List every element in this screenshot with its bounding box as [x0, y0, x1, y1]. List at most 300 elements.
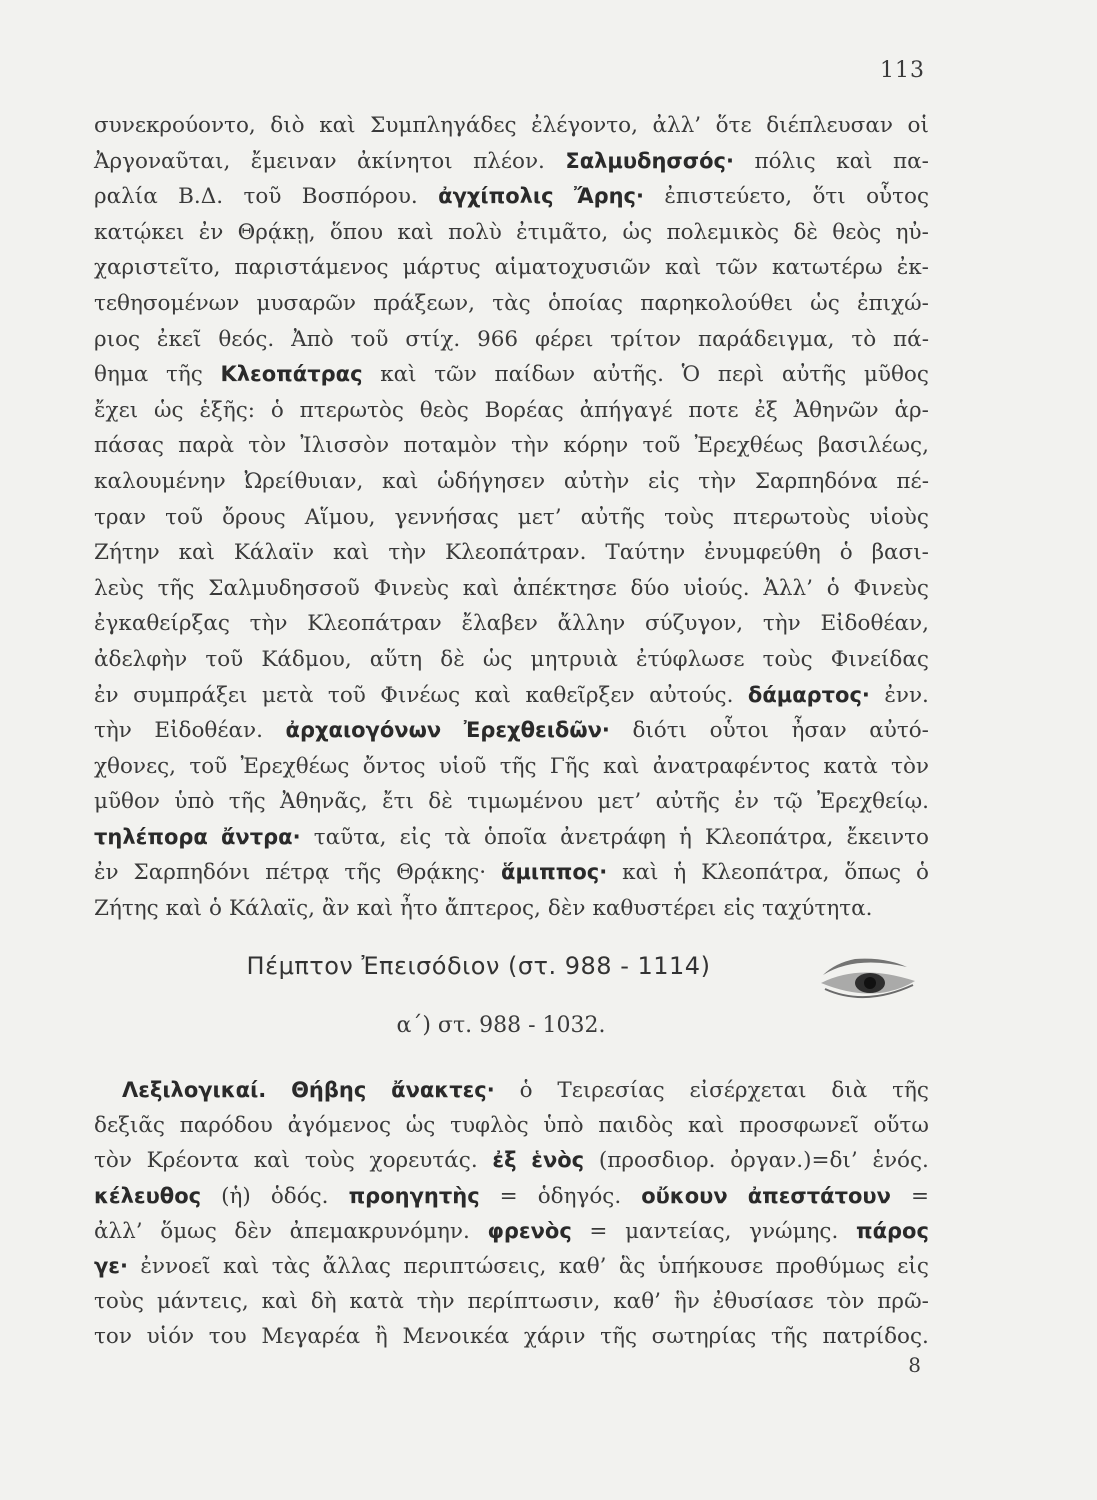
bold-word: Ἄρης· — [573, 184, 644, 209]
word: ἡ — [673, 860, 687, 886]
word: αἱματοχυσιῶν — [494, 255, 651, 281]
text-line — [94, 855, 929, 891]
text-line — [94, 642, 929, 678]
word: ὑπήκουσε — [657, 1253, 764, 1279]
word: καὶ — [836, 148, 873, 174]
word: ἀκίνητοι — [357, 148, 453, 174]
word: Ζήτην — [94, 540, 160, 566]
word: περιπτώσεις, — [403, 1253, 547, 1279]
word: καὶ — [178, 540, 215, 566]
word: Θρᾴκης· — [396, 860, 487, 886]
word: αὐτὴν — [563, 468, 630, 494]
word: Ἀθηνᾶς, — [279, 789, 368, 815]
word: τὴν — [762, 611, 801, 637]
word: ἑξῆς: — [199, 397, 255, 423]
word: ὅπως — [844, 860, 902, 886]
word: ὅτε — [715, 113, 752, 138]
bold-word: ἄντρα· — [221, 824, 301, 849]
word: περὶ — [717, 362, 765, 388]
word: τοὺς — [94, 1289, 144, 1315]
text-line — [94, 500, 929, 536]
word: τὴν — [388, 540, 427, 566]
word: ποτε — [688, 397, 739, 423]
word: τῆς — [499, 753, 537, 779]
word: τιμωμένου — [467, 789, 584, 815]
word: ἐν — [734, 789, 759, 815]
section-title-text: Πέμπτον Ἐπεισόδιον (στ. 988 - 1114) — [246, 952, 711, 980]
word: ὁ — [915, 860, 929, 886]
word: τῆς — [228, 789, 266, 815]
word: θημα — [94, 362, 149, 388]
word: ἐνυμφεύθη — [704, 540, 821, 566]
word: δὲν — [234, 1218, 272, 1244]
word: καὶ — [397, 219, 434, 245]
word: Φινεὺς — [853, 575, 929, 601]
word: τοῦ — [205, 646, 244, 672]
word: παίδων — [494, 362, 576, 388]
text-line — [94, 144, 929, 180]
word: τοῦ — [165, 504, 204, 530]
word: περίπτωσιν, — [467, 1289, 601, 1315]
bold-word: ἀπεστάτουν — [747, 1183, 891, 1208]
text-line — [94, 108, 929, 144]
bold-word: ἀγχίπολις — [438, 184, 554, 209]
word: εἰς — [723, 896, 755, 922]
word: Ἀργοναῦται, — [94, 148, 231, 174]
word: διὰ — [831, 1078, 868, 1103]
bold-word: γε· — [94, 1253, 128, 1278]
word: καὶ — [603, 753, 640, 779]
word: ὁ — [209, 896, 222, 922]
bold-word: ἐξ — [492, 1148, 517, 1173]
word: θεὸς — [832, 219, 882, 245]
bold-word: πάρος — [855, 1218, 929, 1243]
word: τοῦ — [243, 184, 282, 210]
word: ἀπήγαγέ — [579, 397, 673, 423]
word: πλέον. — [473, 148, 545, 174]
word: αὕτη — [369, 646, 423, 672]
text-line — [94, 1143, 929, 1178]
word: ποταμὸν — [403, 433, 497, 459]
word: τρίτον — [610, 326, 682, 352]
word: εἰς — [647, 468, 680, 494]
bold-word: δάμαρτος· — [747, 682, 870, 707]
word: μῦθον — [94, 789, 161, 815]
word: ἔκειντο — [846, 824, 929, 850]
word: ἂν — [322, 896, 350, 922]
word: ἐννοεῖ — [140, 1253, 211, 1279]
text-line — [94, 1073, 929, 1108]
word: τὰ — [444, 824, 471, 850]
word: Αἵμου, — [304, 504, 376, 530]
word: μαντείας, — [625, 1218, 732, 1244]
bold-word: Θήβης — [291, 1078, 367, 1102]
subtitle-text: α΄) στ. 988 - 1032. — [396, 1013, 606, 1038]
bold-word: ἅμιππος· — [501, 860, 608, 885]
word: (προσδιορ. — [598, 1148, 716, 1174]
word: πάσας — [94, 433, 164, 459]
word: ἐγκαθείρξας — [94, 611, 230, 637]
word: τὴν — [94, 718, 132, 744]
word: Κάλαϊς, — [228, 896, 316, 922]
text-line — [94, 428, 929, 464]
bold-word: οὔκουν — [641, 1183, 728, 1208]
word: τῶν — [434, 362, 477, 388]
word: πολὺ — [448, 219, 502, 245]
text-line — [94, 713, 929, 749]
word: ἀδελφὴν — [94, 646, 188, 672]
word: πτερωτοὺς — [733, 504, 851, 530]
word: ἄλλας — [322, 1253, 391, 1279]
word: τοῦ — [350, 326, 389, 352]
text-line — [94, 215, 929, 251]
word: Κάλαϊν — [233, 540, 315, 566]
word: ταχύτητα. — [761, 896, 873, 922]
word: δὲν — [547, 896, 586, 922]
word: ὡς — [622, 219, 653, 245]
word: Ταύτην — [605, 540, 686, 566]
word: αὐτῆς. — [592, 362, 664, 388]
text-line — [94, 357, 929, 393]
word: πα- — [893, 148, 929, 174]
word: ἐθυσίασε — [712, 1289, 814, 1315]
word: ὁ — [826, 575, 840, 601]
word: Κρέοντα — [146, 1148, 239, 1174]
word: υἱόν — [146, 1324, 195, 1350]
word: ἀλλ’ — [94, 1218, 143, 1244]
word: τὸν — [891, 753, 929, 779]
word: πρῶ- — [877, 1289, 929, 1315]
word: Κλεοπάτρα, — [701, 860, 830, 886]
word: ἄπτερος, — [444, 896, 541, 922]
signature-mark: 8 — [908, 1353, 921, 1377]
word: τὴν — [416, 1289, 455, 1315]
word: ὀργαν.)=δι’ — [730, 1148, 858, 1174]
word: Συμπληγάδες — [370, 113, 517, 138]
word: αὐτό- — [869, 718, 929, 744]
word: Βοσπόρου. — [301, 184, 418, 210]
word: ἣν — [673, 1289, 700, 1315]
word: Ἰλισσὸν — [300, 433, 390, 459]
text-line — [94, 322, 929, 358]
word: 966 — [477, 326, 519, 352]
word: ἔλαβεν — [461, 611, 538, 637]
word: τὴν — [698, 468, 737, 494]
text-line — [94, 1284, 929, 1319]
word: δεξιᾶς — [94, 1113, 165, 1139]
word: χάριν — [523, 1324, 586, 1350]
word: Γῆς — [549, 753, 590, 779]
word: τῆς — [892, 1078, 929, 1103]
word: ἑνός. — [872, 1148, 929, 1174]
word: μετ’ — [597, 789, 642, 815]
word: ἐλέγοντο, — [531, 113, 638, 138]
text-line — [94, 571, 929, 607]
word: καὶ — [380, 362, 417, 388]
word: ἐκεῖ — [156, 326, 202, 352]
word: μυσαρῶν — [256, 290, 356, 316]
word: τοὺς — [304, 1148, 355, 1174]
word: προσφωνεῖ — [739, 1113, 859, 1139]
commentary-text — [94, 108, 929, 927]
word: κατωτέρω — [772, 255, 883, 281]
word: Ὠρείθυιαν, — [244, 468, 364, 494]
word: ἃς — [618, 1253, 646, 1279]
word: καὶ — [622, 860, 659, 886]
word: δὲ — [440, 646, 465, 672]
word: βασιλέως, — [817, 433, 929, 459]
word: χαριστεῖτο, — [94, 255, 221, 281]
word: καὶ — [333, 540, 370, 566]
bold-word: ἄνακτες· — [391, 1078, 495, 1102]
word: καὶ — [664, 255, 702, 281]
word: πράξεων, — [373, 290, 475, 316]
word: εἰς — [399, 824, 432, 850]
word: Φινέως — [380, 682, 461, 708]
word: τοῦ — [189, 753, 228, 779]
word: δὲ — [428, 789, 453, 815]
word: ἐν — [198, 219, 224, 245]
section-title — [0, 952, 1097, 980]
word: = — [910, 1183, 929, 1209]
word: Βορέας — [484, 397, 564, 423]
word: Ἐρεχθείῳ. — [816, 789, 929, 815]
word: γεννήσας — [394, 504, 499, 530]
word: Κλεοπάτραν — [307, 611, 442, 637]
word: ἦσαν — [791, 718, 847, 744]
word: τῆς — [770, 1324, 808, 1350]
word: αὐτῆς — [781, 362, 847, 388]
word: τραν — [94, 504, 147, 530]
word: Σαλμυδησσοῦ — [208, 575, 360, 601]
word: ἀπεμακρυνόμην. — [289, 1218, 470, 1244]
word: ὁ — [270, 397, 284, 423]
word: ὡς — [482, 646, 513, 672]
word: τοὺς — [762, 646, 813, 672]
word: Ἀλλ’ — [763, 575, 814, 601]
word: ἐν — [94, 682, 119, 708]
text-line — [94, 1214, 929, 1249]
word: αὐτῆς — [655, 789, 720, 815]
text-line — [94, 179, 929, 215]
text-line — [94, 678, 929, 714]
word: καὶ — [688, 1113, 725, 1139]
word: δὴ — [310, 1289, 337, 1315]
word: τῆς — [166, 362, 203, 388]
word: Κλεοπάτρα, — [705, 824, 834, 850]
word: γνώμης. — [749, 1218, 839, 1244]
word: τὸν — [826, 1289, 865, 1315]
word: παρηκολούθει — [640, 290, 793, 316]
word: ἔχει — [94, 397, 139, 423]
word: πτερωτὸς — [299, 397, 404, 423]
word: τῷ — [773, 789, 803, 815]
word: τὰς — [271, 1253, 311, 1279]
text-line — [94, 1108, 929, 1143]
word: τὸν — [248, 433, 287, 459]
text-line — [94, 784, 929, 820]
word: ἔτι — [382, 789, 414, 815]
word: συνεκρούοντο, — [94, 113, 256, 138]
word: ἡ — [678, 824, 692, 850]
bold-word: ἑνὸς — [531, 1148, 585, 1173]
word: καθ’ — [558, 1253, 607, 1279]
word: μῦθος — [863, 362, 929, 388]
word: ἀνατραφέντος — [652, 753, 811, 779]
word: μετὰ — [261, 682, 314, 708]
word: τον — [94, 1324, 132, 1350]
word: ἐν — [94, 860, 119, 886]
word: ηὐ- — [895, 219, 929, 245]
word: παρὰ — [178, 433, 234, 459]
word: στίχ. — [405, 326, 461, 352]
word: Φινεὺς — [373, 575, 449, 601]
word: ἢ — [374, 1324, 388, 1350]
word: ὅπου — [329, 219, 384, 245]
word: ὁ — [519, 1078, 533, 1103]
word: Κάδμου, — [261, 646, 352, 672]
word: = — [499, 1183, 518, 1209]
word: τοὺς — [664, 504, 715, 530]
word: Ὁ — [681, 362, 701, 388]
word: καὶ — [356, 896, 394, 922]
word: Θρᾴκῃ, — [237, 219, 316, 245]
word: ὄντος — [362, 753, 426, 779]
word: καθυστέρει — [592, 896, 717, 922]
word: τεθησομένων — [94, 290, 240, 316]
bold-word: τηλέπορα — [94, 824, 208, 849]
word: ὡς — [154, 397, 184, 423]
word: Ἀπὸ — [291, 326, 334, 352]
word: πατρίδος. — [822, 1324, 929, 1350]
word: καὶ — [165, 896, 203, 922]
word: καὶ — [261, 1289, 298, 1315]
text-line — [94, 1179, 929, 1214]
word: ἀλλ’ — [652, 113, 702, 138]
word: πά- — [893, 326, 929, 352]
word: ὄρους — [222, 504, 286, 530]
word: ἐνν. — [884, 682, 929, 708]
word: Ζήτης — [94, 896, 159, 922]
word: τῆς — [344, 860, 382, 886]
text-line — [94, 749, 929, 785]
text-line — [94, 286, 929, 322]
word: ἐπιστεύετο, — [664, 184, 793, 210]
word: ριος — [94, 326, 141, 352]
word: χθονες, — [94, 753, 177, 779]
word: πολεμικὸς — [666, 219, 780, 245]
word: τοῦ — [642, 433, 681, 459]
word: διὸ — [270, 113, 305, 138]
word: τὴν — [511, 433, 549, 459]
word: ἦτο — [400, 896, 438, 922]
word: ὑπὸ — [174, 789, 215, 815]
word: ὅτι — [812, 184, 846, 210]
word: Σαρπηδόνα — [754, 468, 878, 494]
bold-word: Σαλμυδησσός· — [565, 148, 734, 173]
word: ὡς — [405, 1113, 436, 1139]
word: αὐτούς. — [649, 682, 734, 708]
word: κατῴκει — [94, 219, 185, 245]
word: καὶ — [474, 682, 511, 708]
word: εἰσέρχεται — [689, 1078, 807, 1103]
bold-word: κέλευθος — [94, 1183, 202, 1208]
eye-illustration — [815, 945, 925, 1015]
word: μητρυιὰ — [530, 646, 618, 672]
word: Ἐρεχθέως — [240, 753, 350, 779]
word: παιδὸς — [598, 1113, 674, 1139]
word: χορευτάς. — [369, 1148, 478, 1174]
word: υἱοὺς — [869, 504, 929, 530]
word: Κλεοπάτραν. — [445, 540, 587, 566]
word: Φινείδας — [830, 646, 929, 672]
word: οὕτω — [873, 1113, 929, 1139]
word: = — [589, 1218, 608, 1244]
word: θεὸς — [419, 397, 469, 423]
word: διέπλευσαν — [766, 113, 893, 138]
word: καὶ — [382, 468, 419, 494]
page-number: 113 — [880, 58, 925, 83]
word: δύο — [630, 575, 670, 601]
subtitle — [0, 1013, 1097, 1038]
word: καθ’ — [613, 1289, 661, 1315]
word: Ἀθηνῶν — [793, 397, 879, 423]
word: ὁδηγός. — [537, 1183, 622, 1209]
word: τῆς — [600, 1324, 637, 1350]
word: Σαρπηδόνι — [133, 860, 251, 886]
word: λεὺς — [94, 575, 144, 601]
text-line — [94, 1249, 929, 1284]
word: προθύμως — [775, 1253, 885, 1279]
bold-word: Λεξιλογικαί. — [122, 1078, 267, 1102]
word: ραλία — [94, 184, 158, 210]
text-line — [94, 464, 929, 500]
word: φέρει — [534, 326, 594, 352]
word: αὐτῆς — [580, 504, 646, 530]
bold-word: προηγητὴς — [348, 1183, 480, 1208]
word: βασι- — [871, 540, 929, 566]
word: τὸ — [851, 326, 877, 352]
word: ἐπιχώ- — [857, 290, 929, 316]
word: παριστάμενος — [234, 255, 389, 281]
word: ἐτιμᾶτο, — [516, 219, 609, 245]
word: παράδειγμα, — [697, 326, 835, 352]
word: ἀγόμενος — [287, 1113, 392, 1139]
bold-word: φρενὸς — [487, 1218, 572, 1243]
word: πέτρᾳ — [265, 860, 330, 886]
word: καὶ — [253, 1148, 291, 1174]
word: τὸν — [94, 1148, 132, 1174]
word: ἁρ- — [894, 397, 929, 423]
word: ταῦτα, — [313, 824, 387, 850]
word: τῶν — [715, 255, 758, 281]
vocabulary-notes — [94, 1073, 929, 1355]
text-line — [94, 606, 929, 642]
word: τοῦ — [327, 682, 366, 708]
word: Ἐρεχθέως — [694, 433, 804, 459]
word: ἐξ — [754, 397, 778, 423]
bold-word: ἀρχαιογόνων — [285, 718, 442, 743]
word: μετ’ — [517, 504, 562, 530]
word: ὁποίας — [547, 290, 623, 316]
word: του — [208, 1324, 247, 1350]
word: Μεγαρέα — [261, 1324, 361, 1350]
word: ὡς — [810, 290, 840, 316]
word: ὑπὸ — [543, 1113, 584, 1139]
word: σύζυγον, — [644, 611, 744, 637]
text-line — [94, 820, 929, 856]
word: (ἡ) — [221, 1183, 251, 1209]
